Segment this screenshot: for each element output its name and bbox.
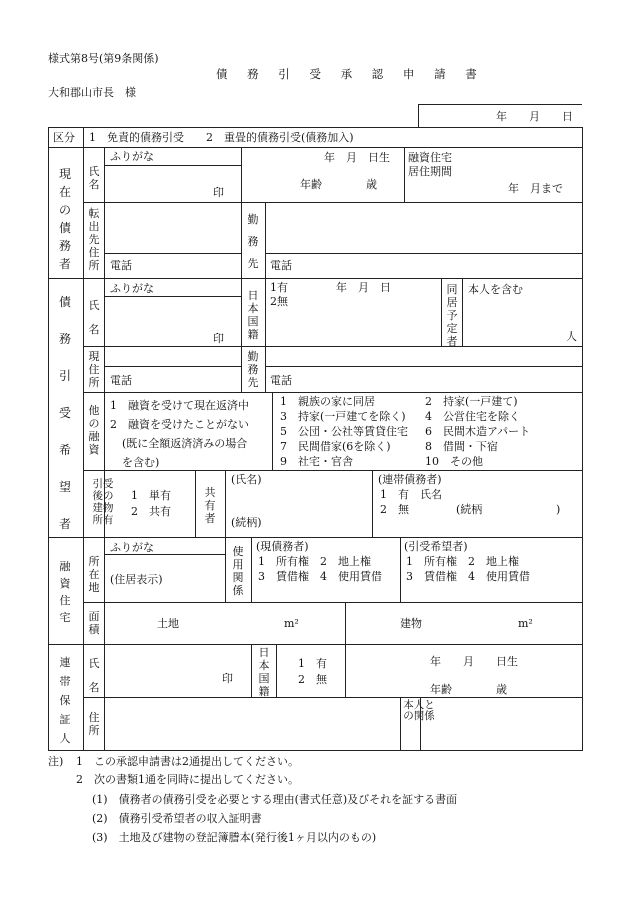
usage-applicant-label: (引受希望者)	[404, 540, 468, 553]
joint-debtor-label: (連帯債務者)	[378, 473, 442, 486]
usage-applicant-options-1[interactable]: 1 所有権 2 地上権	[406, 555, 519, 568]
current-work-phone-label: 電話	[270, 259, 292, 272]
applicant-name-label: 氏名	[88, 299, 100, 336]
applicant-nat-date[interactable]: 年 月 日	[336, 281, 391, 294]
category-label: 区分	[53, 131, 75, 144]
application-date[interactable]: 年 月 日	[496, 110, 573, 123]
guarantor-nationality-label: 日本国籍	[258, 646, 270, 698]
location-label: 所在地	[88, 555, 100, 594]
applicant-other-loan-label: 他の融資	[88, 404, 100, 456]
guarantor-birth[interactable]: 年 月 日生	[430, 655, 518, 668]
current-seal: 印	[213, 186, 224, 199]
area-label: 面積	[88, 610, 100, 636]
notes-prefix: 注)	[48, 755, 64, 768]
applicant-phone-label: 電話	[110, 374, 132, 387]
guarantor-address-label: 住所	[88, 711, 100, 737]
applicant-address-label: 現住所	[88, 350, 100, 389]
joint-debtor-no[interactable]: 2 無	[380, 503, 409, 516]
note-1: 1 この承認申請書は2通提出してください。	[76, 755, 299, 768]
land-area-label: 土地	[157, 617, 179, 630]
co-owner-name-label: (氏名)	[231, 473, 262, 486]
ownership-shared[interactable]: 2 共有	[131, 505, 171, 518]
applicant-nationality-label: 日本国籍	[247, 289, 259, 341]
residence-type-option[interactable]: 9 社宅・官舎	[280, 455, 353, 468]
current-loan-house-label: 融資住宅	[408, 151, 452, 164]
current-birth[interactable]: 年 月 日生	[324, 151, 390, 164]
other-loan-option-2[interactable]: 2 融資を受けたことがない	[110, 418, 249, 431]
guarantor-age[interactable]: 年齢 歳	[430, 683, 507, 696]
residence-type-option[interactable]: 3 持家(一戸建てを除く)	[280, 410, 406, 423]
joint-debtor-relation-close: )	[556, 503, 561, 516]
usage-current-label: (現債務者)	[256, 540, 309, 553]
current-age[interactable]: 年齢 歳	[300, 178, 377, 191]
usage-applicant-options-2[interactable]: 3 賃借権 4 使用賃借	[406, 570, 530, 583]
current-name-label: 氏名	[88, 165, 100, 191]
applicant-nat-no[interactable]: 2無	[270, 295, 288, 308]
guarantor-nat-no[interactable]: 2 無	[298, 673, 327, 686]
residence-type-option[interactable]: 6 民間木造アパート	[425, 425, 531, 438]
current-work-label: 勤務先	[247, 213, 259, 270]
residence-type-option[interactable]: 7 民間借家(6を除く)	[280, 440, 391, 453]
applicant-work-phone-label: 電話	[270, 374, 292, 387]
residence-type-option[interactable]: 4 公営住宅を除く	[425, 410, 520, 423]
current-phone-label: 電話	[110, 259, 132, 272]
current-furigana-label: ふりがな	[110, 150, 154, 163]
current-residence-until[interactable]: 年 月まで	[508, 182, 563, 195]
residence-type-option[interactable]: 8 借間・下宿	[425, 440, 498, 453]
residence-type-option[interactable]: 2 持家(一戸建て)	[425, 395, 518, 408]
page-title: 債 務 引 受 承 認 申 請 書	[216, 67, 485, 81]
note-item-2: (2) 債務引受希望者の収入証明書	[92, 812, 262, 825]
guarantor-seal: 印	[222, 672, 233, 685]
guarantor-name-label: 氏名	[88, 657, 100, 694]
residence-type-option[interactable]: 10 その他	[425, 455, 483, 468]
co-owner-label: 共有者	[204, 486, 216, 525]
section-applicant: 債務引受希望者	[58, 295, 71, 531]
other-loan-option-1[interactable]: 1 融資を受けて現在返済中	[110, 399, 249, 412]
current-residence-period-label: 居住期間	[408, 165, 452, 178]
section-current-debtor: 現在の債務者	[58, 167, 71, 271]
applicant-ownership-label: 引受後の建物所有	[92, 478, 114, 526]
usage-current-options-1[interactable]: 1 所有権 2 地上権	[258, 555, 371, 568]
guarantor-relation-label: 本人との関係	[403, 699, 435, 722]
addressee: 大和郡山市長 様	[48, 86, 136, 99]
section-loan-house: 融資住宅	[59, 560, 71, 624]
usage-label: 使用関係	[232, 545, 244, 597]
note-item-1: (1) 債務者の債務引受を必要とする理由(書式任意)及びそれを証する書面	[92, 793, 458, 806]
usage-current-options-2[interactable]: 3 賃借権 4 使用賃借	[258, 570, 382, 583]
section-guarantor: 連帯保証人	[59, 656, 71, 745]
note-item-3: (3) 土地及び建物の登記簿謄本(発行後1ヶ月以内のもの)	[92, 831, 377, 844]
building-area-label: 建物	[400, 617, 422, 630]
residence-display-label: (住居表示)	[110, 573, 163, 586]
applicant-seal: 印	[213, 332, 224, 345]
other-loan-note-1: (既に全額返済済みの場合	[122, 437, 248, 450]
co-owner-relation-label: (続柄)	[231, 516, 262, 529]
joint-debtor-relation: (続柄	[456, 503, 483, 516]
form-number: 様式第8号(第9条関係)	[48, 52, 159, 65]
building-area-unit: m²	[518, 617, 533, 630]
applicant-furigana-label: ふりがな	[110, 282, 154, 295]
current-new-address-label: 転出先住所	[88, 207, 100, 272]
applicant-cohab-include: 本人を含む	[468, 283, 523, 296]
joint-debtor-yes[interactable]: 1 有 氏名	[380, 488, 442, 501]
ownership-sole[interactable]: 1 単有	[131, 489, 171, 502]
guarantor-nat-yes[interactable]: 1 有	[298, 657, 327, 670]
land-area-unit: m²	[284, 617, 299, 630]
other-loan-note-2: を含む)	[122, 456, 160, 469]
applicant-work-label: 勤務先	[247, 350, 259, 389]
applicant-cohab-unit: 人	[566, 330, 577, 343]
applicant-cohab-label: 同居予定者	[446, 283, 458, 348]
residence-type-option[interactable]: 1 親族の家に同居	[280, 395, 375, 408]
location-furigana-label: ふりがな	[110, 541, 154, 554]
category-options[interactable]: 1 免責的債務引受 2 重畳的債務引受(債務加入)	[89, 131, 354, 144]
residence-type-option[interactable]: 5 公団・公社等賃貸住宅	[280, 425, 408, 438]
applicant-nat-yes[interactable]: 1有	[270, 281, 288, 294]
note-2: 2 次の書類1通を同時に提出してください。	[76, 773, 299, 786]
